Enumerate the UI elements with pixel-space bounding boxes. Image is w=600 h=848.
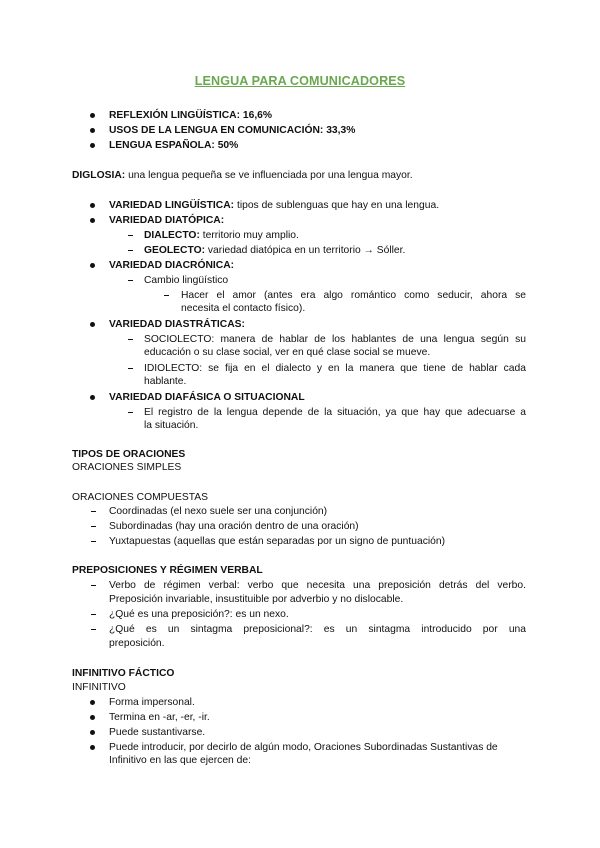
sociolecto-line2: educación o su clase social, ver en qué clase social se mueve. [144,347,431,358]
bullet-icon [90,113,95,118]
compuesta-item: Yuxtapuestas (aquellas que están separadas por un signo de puntuación) [109,536,446,547]
diglosia-term: DIGLOSIA: [72,170,126,181]
preposiciones-heading: PREPOSICIONES Y RÉGIMEN VERBAL [72,565,263,576]
infinitivo-item: Forma impersonal. [109,697,195,708]
document-title: LENGUA PARA COMUNICADORES [194,74,406,88]
geolecto-text: variedad diatópica en un territorio → Sóller. [205,245,406,256]
dialecto-term: DIALECTO: [144,230,200,241]
diatopica-heading: VARIEDAD DIATÓPICA: [109,215,225,226]
bullet-icon [90,700,95,705]
dash-icon [91,511,96,512]
dialecto-item [144,229,299,242]
weight-item: REFLEXIÓN LINGÜÍSTICA: 16,6% [109,110,273,121]
dash-icon [91,526,96,527]
compuesta-item: Subordinadas (hay una oración dentro de una oración) [109,521,359,532]
bullet-icon [90,730,95,735]
infinitivo-heading: INFINITIVO FÁCTICO [72,668,175,679]
diacronica-example-line1: Hacer el amor (antes era algo romántico como seducir, ahora se [181,290,526,301]
diafasica-line1: El registro de la lengua depende de la situación, ya que hay que adecuarse a [144,407,526,418]
infinitivo-item: Puede sustantivarse. [109,727,206,738]
weight-item: USOS DE LA LENGUA EN COMUNICACIÓN: 33,3% [109,125,356,136]
tipos-heading: TIPOS DE ORACIONES [72,449,186,460]
idiolecto-line1: IDIOLECTO: se fija en el dialecto y en la manera que tiene de hablar cada [144,363,526,374]
oraciones-simples: ORACIONES SIMPLES [72,462,182,473]
variedad-linguistica-text: tipos de sublenguas que hay en una lengua. [234,200,440,211]
dash-icon [128,412,133,413]
variedad-linguistica [109,199,439,212]
diastratica-heading: VARIEDAD DIASTRÁTICAS: [109,319,245,330]
bullet-icon [90,218,95,223]
bullet-icon [90,203,95,208]
geolecto-term: GEOLECTO: [144,245,206,256]
infinitivo-item: Termina en -ar, -er, -ir. [109,712,210,723]
sociolecto-line1: SOCIOLECTO: manera de hablar de los hablantes de una lengua según su [144,334,526,345]
dash-icon [128,250,133,251]
diglosia-definition [72,169,413,182]
dash-icon [128,368,133,369]
bullet-icon [90,128,95,133]
bullet-icon [90,395,95,400]
dash-icon [128,280,133,281]
diafasica-line2: la situación. [144,420,199,431]
bullet-icon [90,263,95,268]
dash-icon [128,339,133,340]
oraciones-compuestas: ORACIONES COMPUESTAS [72,492,208,503]
preposiciones-item1-line1: Verbo de régimen verbal: verbo que necesita una preposición detrás del verbo. [109,580,526,591]
idiolecto-line2: hablante. [144,376,187,387]
geolecto-item [144,244,405,257]
diacronica-item: Cambio lingüístico [144,275,229,286]
infinitivo-subheading: INFINITIVO [72,682,126,693]
bullet-icon [90,715,95,720]
diglosia-text: una lengua pequeña se ve influenciada por una lengua mayor. [125,170,413,181]
dash-icon [91,614,96,615]
weight-item: LENGUA ESPAÑOLA: 50% [109,140,239,151]
preposiciones-item2: ¿Qué es una preposición?: es un nexo. [109,609,289,620]
infinitivo-item4-line2: Infinitivo en las que ejercen de: [109,755,251,766]
dash-icon [91,541,96,542]
variedad-linguistica-term: VARIEDAD LINGÜÍSTICA: [109,200,235,211]
preposiciones-item3-line2: preposición. [109,638,165,649]
compuesta-item: Coordinadas (el nexo suele ser una conjunción) [109,506,328,517]
dialecto-text: territorio muy amplio. [199,230,299,241]
preposiciones-item3-line1: ¿Qué es un sintagma preposicional?: es un sintagma introducido por una [109,624,526,635]
dash-icon [91,629,96,630]
preposiciones-item1-line2: Preposición invariable, insustituible por adverbio y no dislocable. [109,594,404,605]
bullet-icon [90,143,95,148]
bullet-icon [90,322,95,327]
diacronica-example-line2: necesita el contacto físico). [181,303,306,314]
dash-icon [91,585,96,586]
dash-icon [128,235,133,236]
diacronica-heading: VARIEDAD DIACRÓNICA: [109,260,235,271]
diafasica-heading: VARIEDAD DIAFÁSICA O SITUACIONAL [109,392,305,403]
dash-icon [164,295,169,296]
infinitivo-item4-line1: Puede introducir, por decirlo de algún modo, Oraciones Subordinadas Sustantivas de [109,742,498,753]
bullet-icon [90,745,95,750]
